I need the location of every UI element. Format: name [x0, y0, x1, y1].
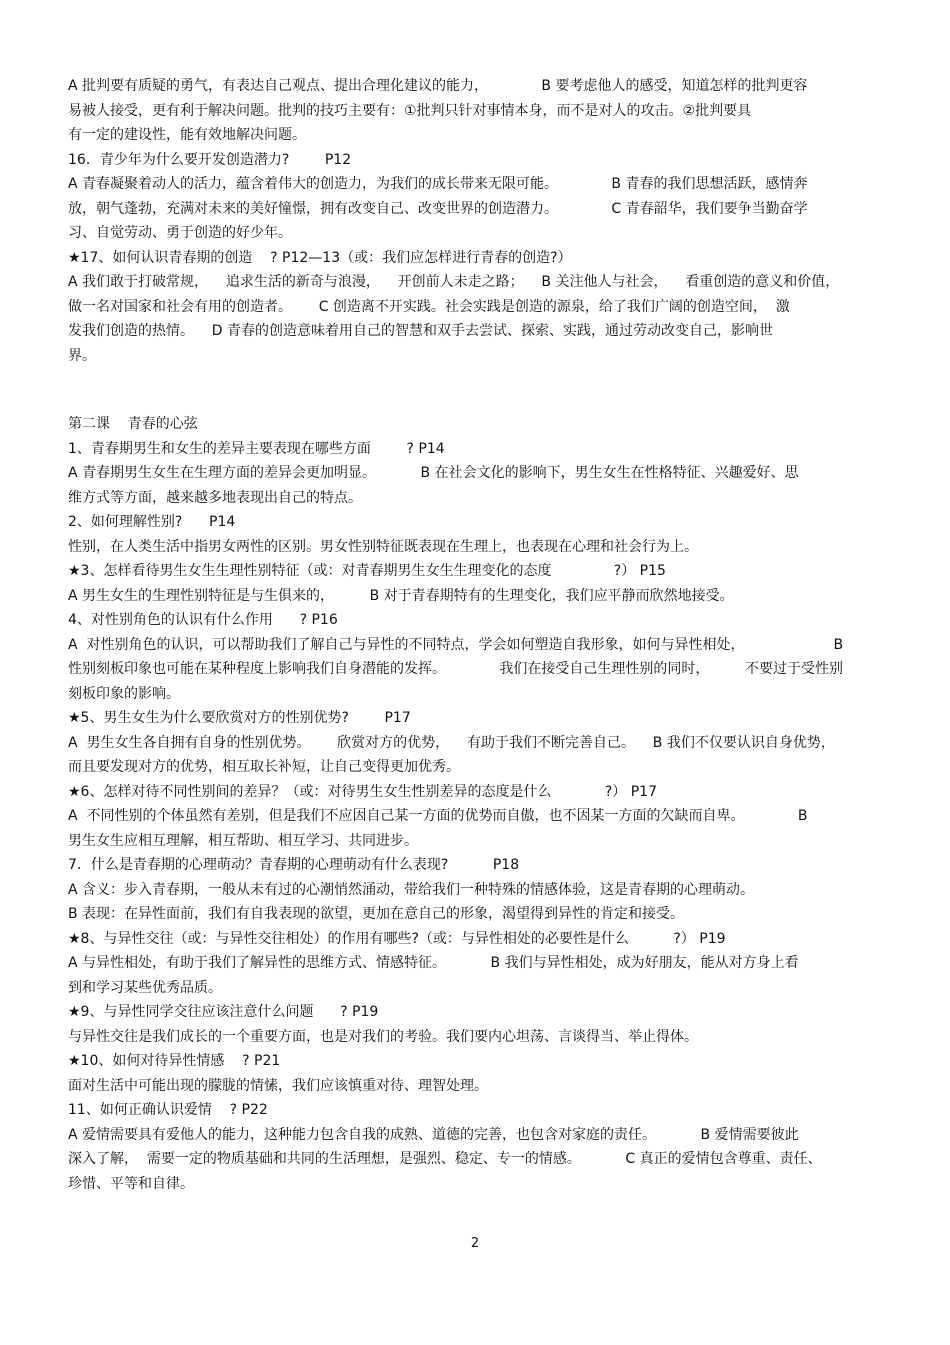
text-line: A 青春凝聚着动人的活力，蕴含着伟大的创造力，为我们的成长带来无限可能。 B 青春的我们思想活跃，感情奔: [68, 176, 808, 192]
text-line: 有一定的建设性，能有效地解决问题。: [68, 127, 306, 143]
text-line: 16．青少年为什么要开发创造潜力? P12: [68, 151, 352, 168]
text-line: 性别刻板印象也可能在某种程度上影响我们自身潜能的发挥。 我们在接受自己生理性别的同时， 不要过于受性别: [68, 661, 844, 677]
text-line: 11、如何正确认识爱情 ? P22: [68, 1102, 268, 1118]
text-block-review: [68, 74, 890, 368]
text-line: ★8、与异性交往（或：与异性交往相处）的作用有哪些?（或：与异性相处的必要性是什么 ?） P19: [68, 930, 726, 947]
text-line: 而且要发现对方的优势，相互取长补短，让自己变得更加优秀。: [68, 759, 460, 775]
text-line: 1、青春期男生和女生的差异主要表现在哪些方面 ? P14: [68, 440, 445, 457]
text-line: ★3、怎样看待男生女生生理性别特征（或：对青春期男生女生生理变化的态度 ?） P15: [68, 563, 666, 579]
text-line: 放，朝气蓬勃，充满对未来的美好憧憬，拥有改变自己、改变世界的创造潜力。 C 青春韶华，我们要争当勤奋学: [68, 200, 808, 217]
text-line: 2、如何理解性别? P14: [68, 514, 236, 530]
text-block-lesson-two: [68, 437, 890, 1197]
text-line: ★17、如何认识青春期的创造 ? P12—13（或：我们应怎样进行青春的创造?）: [68, 249, 572, 266]
text-line: A 爱情需要具有爱他人的能力，这种能力包含自我的成熟、道德的完善，也包含对家庭的责任。 B 爱情需要彼此: [68, 1126, 799, 1143]
text-line: 到和学习某些优秀品质。: [68, 979, 222, 996]
text-line: ★9、与异性同学交往应该注意什么问题 ? P19: [68, 1004, 379, 1020]
text-line: ★6、怎样对待不同性别间的差异？（或：对待男生女生性别差异的态度是什么 ?） P17: [68, 783, 657, 800]
text-line: A 批判要有质疑的勇气，有表达自己观点、提出合理化建议的能力， B 要考虑他人的感受，知道怎样的批判更容: [68, 78, 808, 94]
text-line: 刻板印象的影响。: [68, 685, 180, 702]
text-line: ★10、如何对待异性情感 ? P21: [68, 1053, 281, 1069]
text-line: 界。: [68, 347, 96, 364]
text-line: A 含义：步入青春期，一般从未有过的心潮悄然涌动，带给我们一种特殊的情感体验，这是青春期的心理萌动。: [68, 881, 755, 898]
text-line: A 我们敢于打破常规， 追求生活的新奇与浪漫， 开创前人未走之路； B 关注他人与社会， 看重创造的意义和价值，: [68, 274, 840, 290]
page-number: 2: [470, 1236, 480, 1251]
text-line: ★5、男生女生为什么要欣赏对方的性别优势? P17: [68, 710, 411, 726]
text-line: A 不同性别的个体虽然有差别，但是我们不应因自己某一方面的优势而自傲，也不因某一方面的欠缺而自卑。 B: [68, 808, 808, 824]
text-line: A 青春期男生女生在生理方面的差异会更加明显。 B 在社会文化的影响下，男生女生在性格特征、兴趣爱好、思: [68, 465, 799, 481]
text-line: 做一名对国家和社会有用的创造者。 C 创造离不开实践。社会实践是创造的源泉，给了我们广阔的创造空间， 激: [68, 298, 790, 315]
text-line: 4、对性别角色的认识有什么作用 ? P16: [68, 612, 338, 628]
text-line: 深入了解， 需要一定的物质基础和共同的生活理想，是强烈、稳定、专一的情感。 C 真正的爱情包含尊重、责任、: [68, 1151, 822, 1167]
text-line: A 对性别角色的认识，可以帮助我们了解自己与异性的不同特点，学会如何塑造自我形象，如何与异性相处， B: [68, 636, 844, 653]
text-line: A 与异性相处，有助于我们了解异性的思维方式、情感特征。 B 我们与异性相处，成为好朋友，能从对方身上看: [68, 955, 799, 971]
text-line: 男生女生应相互理解，相互帮助、相互学习、共同进步。: [68, 832, 418, 849]
lesson-title: 第二课 青春的心弦: [68, 416, 198, 432]
text-line: 维方式等方面，越来越多地表现出自己的特点。: [68, 489, 362, 506]
text-line: 发我们创造的热情。 D 青春的创造意味着用自己的智慧和双手去尝试、探索、实践，通过劳动改变自己，影响世: [68, 323, 774, 339]
text-line: 面对生活中可能出现的朦胧的情愫，我们应该慎重对待、理智处理。: [68, 1077, 488, 1094]
text-line: 7．什么是青春期的心理萌动？青春期的心理萌动有什么表现? P18: [68, 857, 520, 873]
text-line: A 男生女生的生理性别特征是与生俱来的， B 对于青春期特有的生理变化，我们应平静而欣然地接受。: [68, 587, 734, 604]
text-line: 与异性交往是我们成长的一个重要方面，也是对我们的考验。我们要内心坦荡、言谈得当、举止得体。: [68, 1028, 698, 1045]
section-gap: [68, 368, 890, 412]
text-line: 珍惜、平等和自律。: [68, 1175, 194, 1192]
text-line: 易被人接受，更有利于解决问题。批判的技巧主要有：①批判只针对事情本身，而不是对人的攻击。②批判要具: [68, 102, 752, 119]
text-line: 性别，在人类生活中指男女两性的区别。男女性别特征既表现在生理上，也表现在心理和社会行为上。: [68, 538, 698, 555]
text-line: A 男生女生各自拥有自身的性别优势。 欣赏对方的优势， 有助于我们不断完善自己。 B 我们不仅要认识自身优势，: [68, 734, 835, 751]
text-line: B 表现：在异性面前，我们有自我表现的欲望，更加在意自己的形象，渴望得到异性的肯定和接受。: [68, 906, 685, 922]
text-line: 习、自觉劳动、勇于创造的好少年。: [68, 225, 292, 241]
